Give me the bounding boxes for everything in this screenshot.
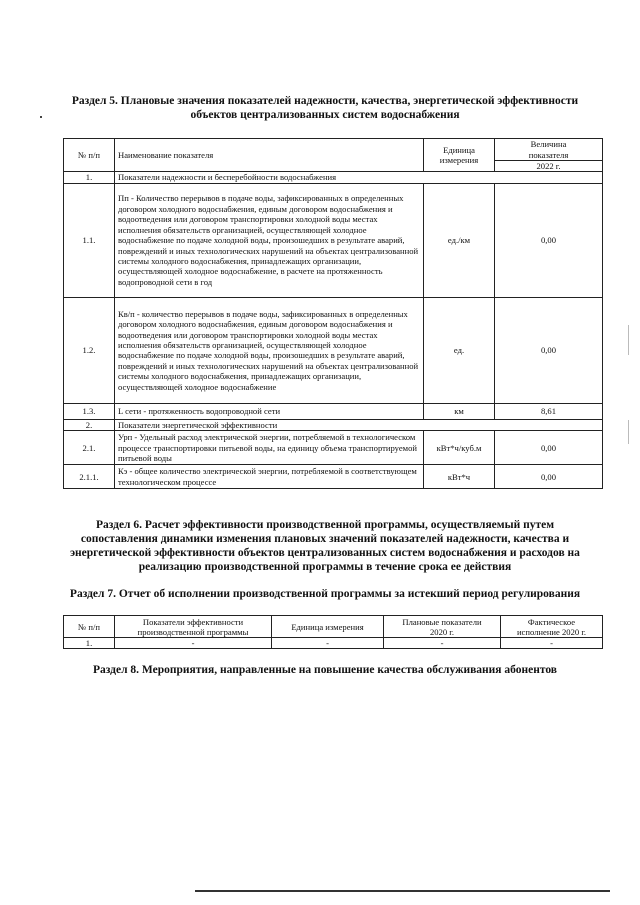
- table-row: 2.1.1. Кэ - общее количество электрической энергии, потребляемой в соответствующем технологическом процессе кВт*ч 0,00: [64, 465, 603, 489]
- header-value: Величина показателя: [495, 139, 603, 161]
- table-row: 1.3. L сети - протяженность водопроводной сети км 8,61: [64, 403, 603, 419]
- scan-margin-mark: [628, 325, 629, 355]
- table-row: 1. Показатели надежности и бесперебойности водоснабжения: [64, 172, 603, 183]
- header-year: 2022 г.: [495, 161, 603, 172]
- scan-margin-mark: [628, 420, 629, 444]
- header-indicators: Показатели эффективности производственной программы: [115, 616, 272, 638]
- table-row: 2.1. Урп - Удельный расход электрической энергии, потребляемой в технологическом процессе транспортировки питьевой воды, на единицу объема транспортируемой питьевой воды кВт*ч/куб.м 0,00: [64, 431, 603, 465]
- header-num: № п/п: [64, 139, 115, 172]
- table-header-row: [64, 139, 603, 161]
- table-header-row: [64, 616, 603, 638]
- section7-title: Раздел 7. Отчет об исполнении производственной программы за истекший период регулирования: [69, 588, 581, 600]
- table-row: 2. Показатели энергетической эффективности: [64, 419, 603, 430]
- section7-table: [63, 615, 603, 649]
- table-row: 1.2. Кв/п - количество перерывов в подаче воды, зафиксированных в определенных договором холодного водоснабжения, единым договором водоснабжения и водоотведения или договором транспортировки холодной воды местах исполнения обязательств организацией, осуществляющей холодное водоснабжение по подаче холодной воды, произошедших в результате аварий, повреждений и иных технологических нарушений на объектах централизованной системы холодного водоснабжения, принадлежащих организации, осуществляющей холодное водоснабжение ед. 0,00: [64, 297, 603, 403]
- header-unit: Единица измерения: [424, 139, 495, 172]
- header-num: № п/п: [64, 616, 115, 638]
- section6-title: Раздел 6. Расчет эффективности производственной программы, осуществляемый путем сопоставления динамики изменения плановых значений показателей надежности, качества и энергетической эффективности объектов централизованных систем водоснабжения и расходов на реализацию производственной программы в течение срока ее действия: [70, 519, 580, 573]
- scan-edge-line: [195, 890, 610, 892]
- header-planned: Плановые показатели 2020 г.: [384, 616, 501, 638]
- section5-title: Раздел 5. Плановые значения показателей надежности, качества, энергетической эффективности объектов централизованных систем водоснабжения: [71, 95, 579, 121]
- header-name: Наименование показателя: [115, 139, 424, 172]
- section5-table: [63, 138, 603, 489]
- table-row: 1.1. Пп - Количество перерывов в подаче воды, зафиксированных в определенных договором холодного водоснабжения, единым договором водоснабжения и водоотведения или договором транспортировки холодной воды местах исполнения обязательств организацией, осуществляющей холодное водоснабжение по подаче холодной воды, произошедших в результате аварий, повреждений и иных технологических нарушений на объектах централизованной системы холодного водоснабжения, принадлежащих организации, осуществляющей холодное водоснабжение, в расчете на протяженность водопроводной сети в год ед./км 0,00: [64, 183, 603, 297]
- header-unit: Единица измерения: [272, 616, 384, 638]
- table-row: 1. - - - -: [64, 638, 603, 649]
- section8-title: Раздел 8. Мероприятия, направленные на повышение качества обслуживания абонентов: [92, 664, 557, 676]
- header-actual: Фактическое исполнение 2020 г.: [501, 616, 603, 638]
